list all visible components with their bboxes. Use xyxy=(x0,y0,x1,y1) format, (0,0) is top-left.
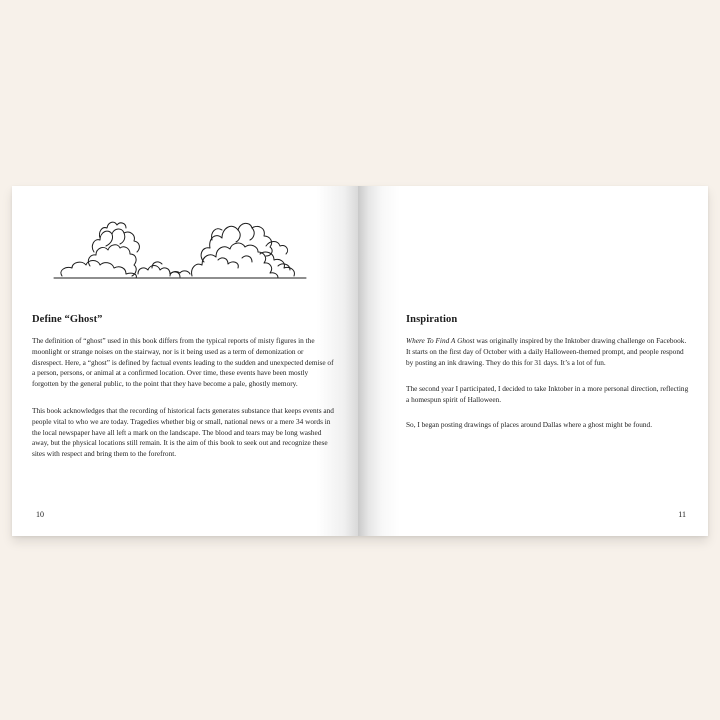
section-heading-inspiration: Inspiration xyxy=(406,314,458,325)
paragraph-second-year: The second year I participated, I decided to take Inktober in a more personal direction, reflecting a homespun spirit of Halloween. xyxy=(406,384,689,404)
paragraph-inspiration-origin xyxy=(406,336,692,368)
paragraph-posting-drawings: So, I began posting drawings of places around Dallas where a ghost might be found. xyxy=(406,420,653,429)
cloud-illustration-icon xyxy=(52,210,308,284)
section-heading-define-ghost: Define “Ghost” xyxy=(32,314,103,325)
paragraph-historical-facts: This book acknowledges that the recording of historical facts generates substance that keeps events and people vital to who we are today. Tragedies whether big or small, national news or a mere 34 words in the local newspaper have all left a mark on the landscape. The blood and tears may be long washed away, but the physical locations still remain. It is the aim of this book to seek out and recognize these sites with respect and bring them to the forefront. xyxy=(32,406,334,459)
paragraph-inspiration-origin-text: was originally inspired by the Inktober drawing challenge on Facebook. It starts on the first day of October with a daily Halloween-themed prompt, and people respond by posting an ink drawing. They do this for 31 days. It’s a lot of fun. xyxy=(406,336,687,367)
page-number-right: 11 xyxy=(678,510,686,519)
paragraph-ghost-definition: The definition of “ghost” used in this book differs from the typical reports of misty figures in the moonlight or strange noises on the stairway, nor is it being used as a term of demonization or disrespect. Here, a “ghost” is defined by factual events leading to the sudden and unexpected demise of a person, persons, or animal at a confirmed location. Over time, these events have been mostly forgotten by the general public, to the point that they have become a pale, ghostly memory. xyxy=(32,336,334,389)
page-number-left: 10 xyxy=(36,510,44,519)
left-page xyxy=(12,186,358,536)
open-book xyxy=(12,186,708,536)
book-title-italic: Where To Find A Ghost xyxy=(406,336,475,345)
right-page xyxy=(358,186,708,536)
